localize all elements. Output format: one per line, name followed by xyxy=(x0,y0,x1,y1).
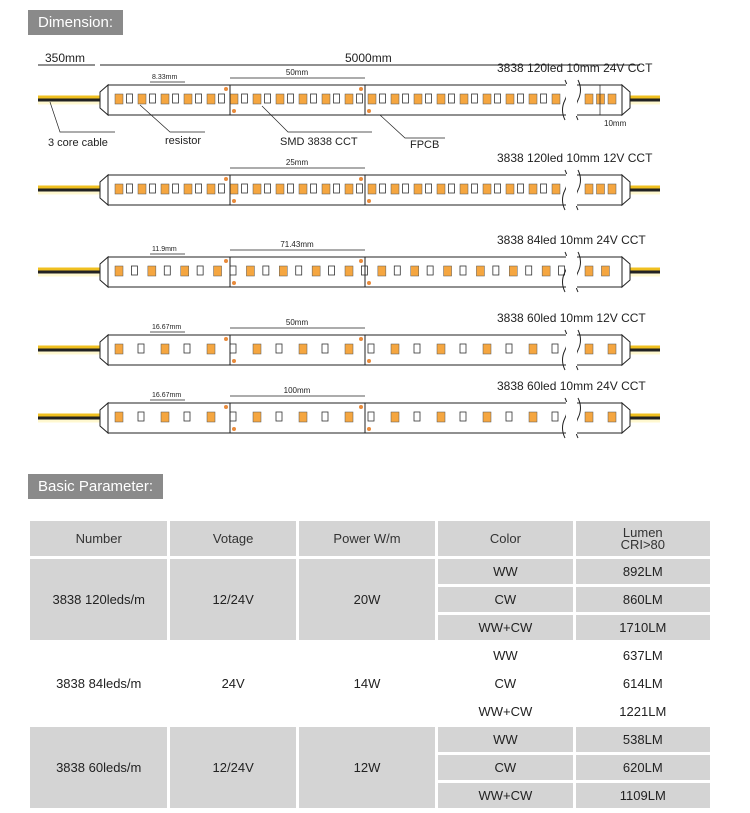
fpcb-callout: FPCB xyxy=(410,139,440,151)
color-cell: WW xyxy=(437,642,574,670)
led-strip xyxy=(38,78,660,120)
cut-length: 25mm xyxy=(285,158,309,167)
resistor-icon xyxy=(242,184,248,193)
strip-label: 3838 120led 10mm 12V CCT xyxy=(497,151,653,165)
solder-pad xyxy=(359,259,363,263)
led-chip xyxy=(597,94,605,104)
solder-pad xyxy=(367,199,371,203)
resistor-icon xyxy=(380,184,386,193)
led-chip xyxy=(207,412,215,422)
voltage-cell: 24V xyxy=(169,642,297,726)
resistor-icon xyxy=(334,184,340,193)
resistor-icon xyxy=(506,344,512,353)
resistor-icon xyxy=(288,94,294,103)
resistor-icon xyxy=(311,184,317,193)
resistor-icon xyxy=(394,266,400,275)
lumen-cell: 1221LM xyxy=(574,698,711,726)
led-chip xyxy=(483,184,491,194)
power-cell: 12W xyxy=(297,726,436,810)
resistor-icon xyxy=(380,94,386,103)
column-header: Power W/m xyxy=(297,520,436,558)
solder-pad xyxy=(367,359,371,363)
end-cap xyxy=(622,335,630,365)
table-row xyxy=(29,726,712,754)
width-label: 10mm xyxy=(604,119,627,128)
led-chip xyxy=(552,184,560,194)
color-cell: WW+CW xyxy=(437,782,574,810)
led-chip xyxy=(115,266,123,276)
break-gap xyxy=(566,402,577,434)
column-header: Color xyxy=(437,520,574,558)
led-chip xyxy=(597,184,605,194)
led-chip xyxy=(207,344,215,354)
led-chip xyxy=(161,344,169,354)
led-chip xyxy=(368,184,376,194)
led-chip xyxy=(148,266,156,276)
led-chip xyxy=(483,344,491,354)
led-pitch: 11.9mm xyxy=(152,246,177,253)
led-chip xyxy=(276,94,284,104)
solder-pad xyxy=(224,337,228,341)
led-chip xyxy=(184,94,192,104)
led-chip xyxy=(322,94,330,104)
strip-label: 3838 84led 10mm 24V CCT xyxy=(497,233,646,247)
column-header: Number xyxy=(29,520,169,558)
resistor-icon xyxy=(460,412,466,421)
cut-length: 100mm xyxy=(283,386,311,395)
lumen-cell: 860LM xyxy=(574,586,711,614)
number-cell: 3838 120leds/m xyxy=(29,558,169,642)
led-chip xyxy=(506,184,514,194)
smd-callout: SMD 3838 CCT xyxy=(280,136,358,148)
resistor-icon xyxy=(127,94,133,103)
led-chip xyxy=(483,412,491,422)
led-chip xyxy=(115,412,123,422)
led-strip xyxy=(38,250,660,292)
led-chip xyxy=(529,94,537,104)
color-cell: WW+CW xyxy=(437,698,574,726)
led-chip xyxy=(161,412,169,422)
resistor-icon xyxy=(368,344,374,353)
resistor-icon xyxy=(495,94,501,103)
solder-pad xyxy=(224,177,228,181)
end-cap xyxy=(622,175,630,205)
led-chip xyxy=(279,266,287,276)
led-chip xyxy=(214,266,222,276)
lumen-cell: 1710LM xyxy=(574,614,711,642)
color-cell: WW xyxy=(437,558,574,586)
led-chip xyxy=(138,94,146,104)
led-chip xyxy=(345,94,353,104)
break-gap xyxy=(566,84,577,116)
resistor-icon xyxy=(322,412,328,421)
led-chip xyxy=(115,94,123,104)
led-chip xyxy=(299,412,307,422)
color-cell: CW xyxy=(437,670,574,698)
resistor-icon xyxy=(296,266,302,275)
resistor-icon xyxy=(242,94,248,103)
resistor-icon xyxy=(334,94,340,103)
resistor-icon xyxy=(427,266,433,275)
resistor-icon xyxy=(357,184,363,193)
solder-pad xyxy=(367,281,371,285)
led-chip xyxy=(161,184,169,194)
color-cell: WW xyxy=(437,726,574,754)
led-chip xyxy=(207,184,215,194)
led-chip xyxy=(437,412,445,422)
resistor-icon xyxy=(138,412,144,421)
resistor-icon xyxy=(219,94,225,103)
parameter-table xyxy=(27,518,713,811)
end-cap xyxy=(622,257,630,287)
led-chip xyxy=(483,94,491,104)
solder-pad xyxy=(232,281,236,285)
led-chip xyxy=(299,184,307,194)
end-cap xyxy=(100,335,108,365)
resistor-icon xyxy=(541,184,547,193)
resistor-icon xyxy=(552,344,558,353)
total-length: 5000mm xyxy=(345,51,392,65)
solder-pad xyxy=(224,87,228,91)
column-header: Lumen CRI>80 xyxy=(574,520,711,558)
led-strip xyxy=(38,328,660,370)
led-chip xyxy=(437,184,445,194)
resistor-icon xyxy=(311,94,317,103)
led-chip xyxy=(608,184,616,194)
resistor-icon xyxy=(361,266,367,275)
resistor-icon xyxy=(518,94,524,103)
led-chip xyxy=(444,266,452,276)
resistor-icon xyxy=(230,344,236,353)
solder-pad xyxy=(232,427,236,431)
led-chip xyxy=(368,94,376,104)
end-cap xyxy=(100,175,108,205)
led-chip xyxy=(585,184,593,194)
leader-line xyxy=(380,115,445,138)
led-chip xyxy=(529,184,537,194)
resistor-icon xyxy=(329,266,335,275)
resistor-icon xyxy=(288,184,294,193)
resistor-icon xyxy=(230,412,236,421)
led-chip xyxy=(181,266,189,276)
led-chip xyxy=(322,184,330,194)
solder-pad xyxy=(224,405,228,409)
strip-label: 3838 60led 10mm 24V CCT xyxy=(497,379,646,393)
resistor-icon xyxy=(414,344,420,353)
break-gap xyxy=(566,256,577,288)
solder-pad xyxy=(232,359,236,363)
solder-pad xyxy=(232,109,236,113)
resistor-icon xyxy=(265,94,271,103)
resistor-icon xyxy=(403,94,409,103)
resistor-icon xyxy=(460,266,466,275)
resistor-icon xyxy=(426,184,432,193)
break-gap xyxy=(566,174,577,206)
solder-pad xyxy=(359,337,363,341)
led-chip xyxy=(437,344,445,354)
end-cap xyxy=(100,85,108,115)
resistor-icon xyxy=(518,184,524,193)
lumen-cell: 620LM xyxy=(574,754,711,782)
solder-pad xyxy=(232,199,236,203)
led-chip xyxy=(552,94,560,104)
resistor-icon xyxy=(276,344,282,353)
power-cell: 14W xyxy=(297,642,436,726)
led-chip xyxy=(414,184,422,194)
color-cell: CW xyxy=(437,754,574,782)
led-chip xyxy=(345,344,353,354)
resistor-icon xyxy=(526,266,532,275)
led-chip xyxy=(460,94,468,104)
parameter-heading: Basic Parameter: xyxy=(28,474,163,499)
led-chip xyxy=(253,344,261,354)
led-chip xyxy=(115,184,123,194)
resistor-icon xyxy=(184,412,190,421)
resistor-icon xyxy=(173,94,179,103)
led-chip xyxy=(608,412,616,422)
resistor-icon xyxy=(506,412,512,421)
led-chip xyxy=(312,266,320,276)
table-row xyxy=(29,642,712,670)
solder-pad xyxy=(359,405,363,409)
lumen-cell: 1109LM xyxy=(574,782,711,810)
led-chip xyxy=(161,94,169,104)
lumen-cell: 538LM xyxy=(574,726,711,754)
resistor-icon xyxy=(196,184,202,193)
strip-diagram xyxy=(0,40,750,460)
led-chip xyxy=(391,94,399,104)
led-chip xyxy=(378,266,386,276)
led-chip xyxy=(437,94,445,104)
cable-callout: 3 core cable xyxy=(48,137,108,149)
led-chip xyxy=(391,184,399,194)
led-chip xyxy=(414,94,422,104)
led-chip xyxy=(542,266,550,276)
resistor-icon xyxy=(265,184,271,193)
led-chip xyxy=(253,184,261,194)
number-cell: 3838 60leds/m xyxy=(29,726,169,810)
resistor-icon xyxy=(263,266,269,275)
led-chip xyxy=(253,94,261,104)
led-chip xyxy=(299,344,307,354)
voltage-cell: 12/24V xyxy=(169,558,297,642)
resistor-icon xyxy=(541,94,547,103)
resistor-icon xyxy=(414,412,420,421)
resistor-icon xyxy=(150,184,156,193)
led-chip xyxy=(230,94,238,104)
resistor-icon xyxy=(449,94,455,103)
resistor-icon xyxy=(184,344,190,353)
led-chip xyxy=(184,184,192,194)
resistor-icon xyxy=(472,94,478,103)
resistor-icon xyxy=(472,184,478,193)
resistor-icon xyxy=(164,266,170,275)
led-strip xyxy=(38,168,660,210)
solder-pad xyxy=(224,259,228,263)
led-pitch: 16.67mm xyxy=(152,392,182,399)
resistor-icon xyxy=(552,412,558,421)
resistor-icon xyxy=(196,94,202,103)
led-chip xyxy=(529,412,537,422)
end-cap xyxy=(100,403,108,433)
led-chip xyxy=(585,94,593,104)
led-chip xyxy=(460,184,468,194)
cut-length: 50mm xyxy=(285,318,309,327)
resistor-icon xyxy=(559,266,565,275)
resistor-icon xyxy=(460,344,466,353)
resistor-icon xyxy=(131,266,137,275)
led-pitch: 8.33mm xyxy=(152,74,178,81)
led-chip xyxy=(608,344,616,354)
resistor-icon xyxy=(322,344,328,353)
led-chip xyxy=(276,184,284,194)
resistor-icon xyxy=(150,94,156,103)
solder-pad xyxy=(367,427,371,431)
led-chip xyxy=(506,94,514,104)
led-chip xyxy=(115,344,123,354)
number-cell: 3838 84leds/m xyxy=(29,642,169,726)
break-gap xyxy=(566,334,577,366)
lumen-cell: 614LM xyxy=(574,670,711,698)
resistor-icon xyxy=(426,94,432,103)
led-chip xyxy=(411,266,419,276)
resistor-icon xyxy=(495,184,501,193)
led-chip xyxy=(299,94,307,104)
lumen-cell: 892LM xyxy=(574,558,711,586)
column-header: Votage xyxy=(169,520,297,558)
end-cap xyxy=(622,85,630,115)
strip-label: 3838 60led 10mm 12V CCT xyxy=(497,311,646,325)
led-pitch: 16.67mm xyxy=(152,324,182,331)
color-cell: WW+CW xyxy=(437,614,574,642)
led-chip xyxy=(608,94,616,104)
cable-length: 350mm xyxy=(45,51,86,65)
led-chip xyxy=(509,266,517,276)
cut-length: 71.43mm xyxy=(280,240,314,249)
resistor-icon xyxy=(197,266,203,275)
lumen-cell: 637LM xyxy=(574,642,711,670)
resistor-icon xyxy=(449,184,455,193)
led-chip xyxy=(345,412,353,422)
color-cell: CW xyxy=(437,586,574,614)
led-chip xyxy=(476,266,484,276)
led-chip xyxy=(529,344,537,354)
led-chip xyxy=(601,266,609,276)
led-chip xyxy=(138,184,146,194)
resistor-icon xyxy=(493,266,499,275)
solder-pad xyxy=(359,177,363,181)
end-cap xyxy=(100,257,108,287)
resistor-callout: resistor xyxy=(165,135,202,147)
cut-length: 50mm xyxy=(285,68,309,77)
power-cell: 20W xyxy=(297,558,436,642)
solder-pad xyxy=(359,87,363,91)
led-chip xyxy=(207,94,215,104)
led-chip xyxy=(246,266,254,276)
led-chip xyxy=(230,184,238,194)
voltage-cell: 12/24V xyxy=(169,726,297,810)
led-chip xyxy=(345,266,353,276)
led-strip xyxy=(38,396,660,438)
solder-pad xyxy=(367,109,371,113)
resistor-icon xyxy=(403,184,409,193)
resistor-icon xyxy=(368,412,374,421)
led-chip xyxy=(391,412,399,422)
resistor-icon xyxy=(138,344,144,353)
resistor-icon xyxy=(357,94,363,103)
table-row xyxy=(29,558,712,586)
dimension-heading: Dimension: xyxy=(28,10,123,35)
led-chip xyxy=(391,344,399,354)
end-cap xyxy=(622,403,630,433)
led-chip xyxy=(585,344,593,354)
resistor-icon xyxy=(173,184,179,193)
led-chip xyxy=(253,412,261,422)
resistor-icon xyxy=(230,266,236,275)
led-chip xyxy=(585,412,593,422)
resistor-icon xyxy=(127,184,133,193)
led-chip xyxy=(345,184,353,194)
resistor-icon xyxy=(219,184,225,193)
strip-label: 3838 120led 10mm 24V CCT xyxy=(497,61,653,75)
resistor-icon xyxy=(276,412,282,421)
led-chip xyxy=(585,266,593,276)
